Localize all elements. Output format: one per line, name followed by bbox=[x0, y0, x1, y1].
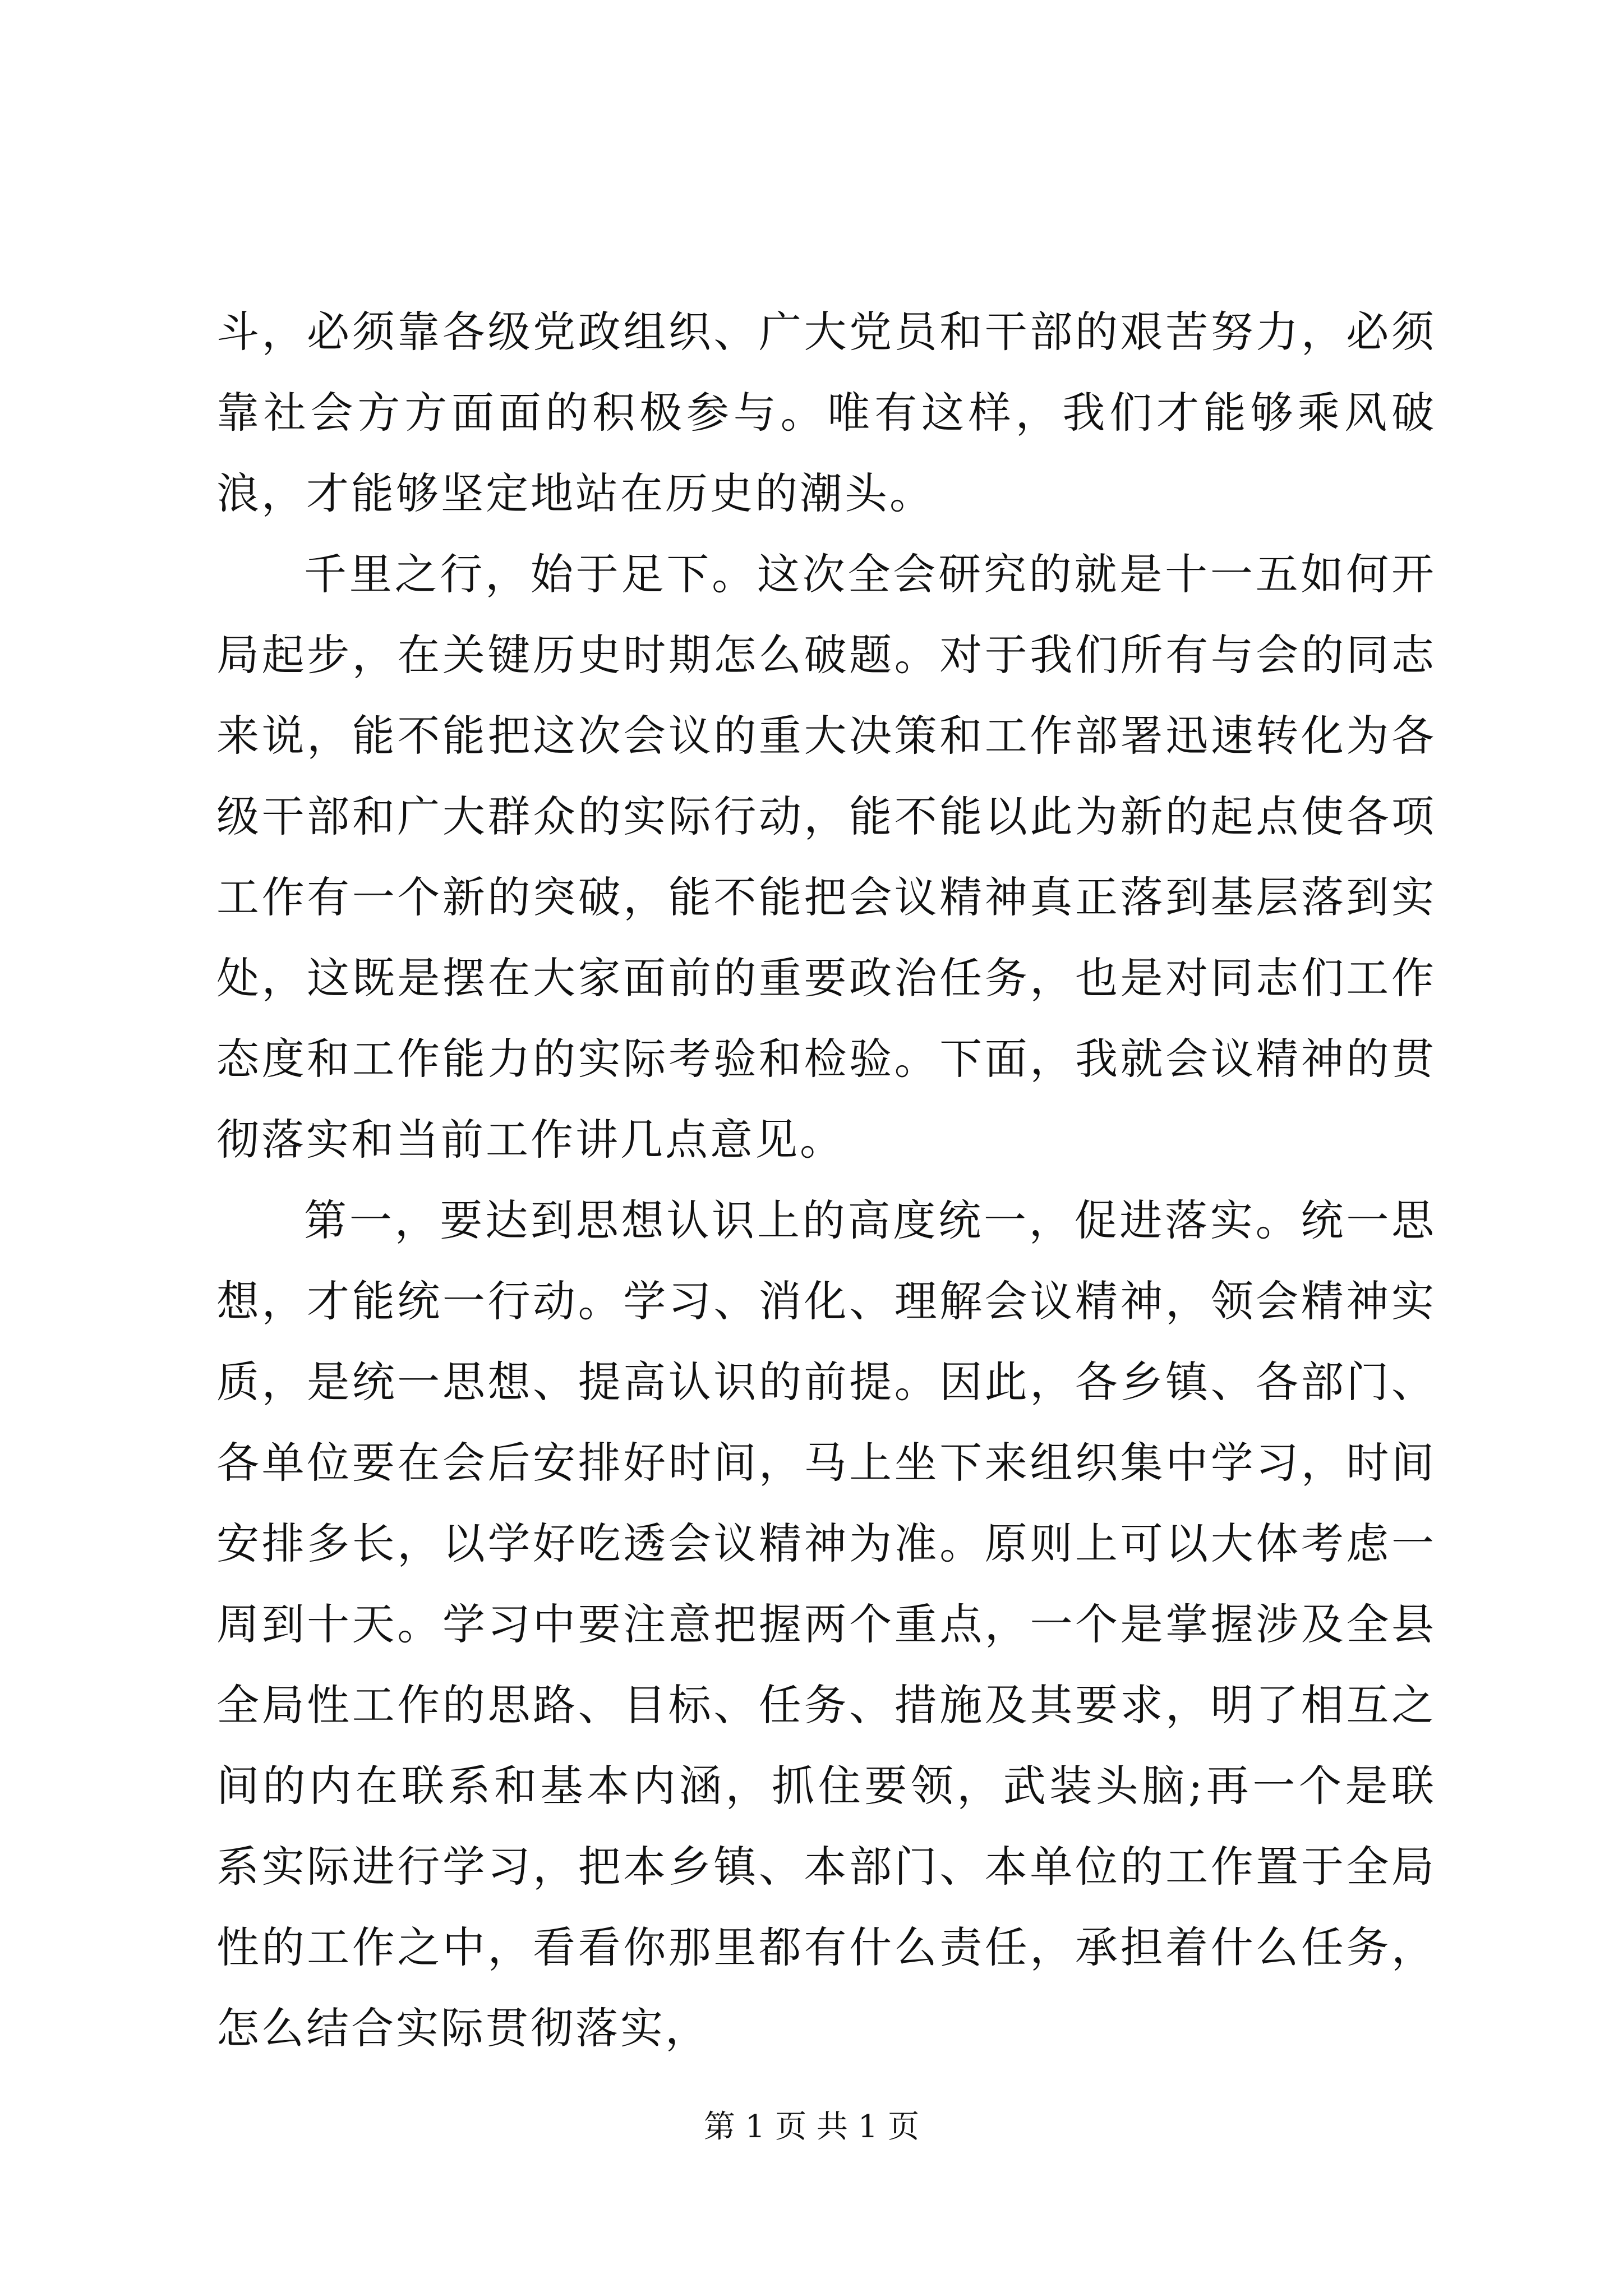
document-body bbox=[216, 292, 1436, 2069]
paragraph-1: 斗，必须靠各级党政组织、广大党员和干部的艰苦努力，必须靠社会方方面面的积极参与。唯有这样，我们才能够乘风破浪，才能够坚定地站在历史的潮头。 bbox=[216, 307, 1436, 518]
paragraph-2: 千里之行，始于足下。这次全会研究的就是十一五如何开局起步，在关键历史时期怎么破题。对于我们所有与会的同志来说，能不能把这次会议的重大决策和工作部署迅速转化为各级干部和广大群众的实际行动，能不能以此为新的起点使各项工作有一个新的突破，能不能把会议精神真正落到基层落到实处，这既是摆在大家面前的重要政治任务，也是对同志们工作态度和工作能力的实际考验和检验。下面，我就会议精神的贯彻落实和当前工作讲几点意见。 bbox=[216, 549, 1436, 1165]
page-footer: 第 1 页 共 1 页 bbox=[703, 2109, 920, 2145]
paragraph-3: 第一，要达到思想认识上的高度统一，促进落实。统一思想，才能统一行动。学习、消化、理解会议精神，领会精神实质，是统一思想、提高认识的前提。因此，各乡镇、各部门、各单位要在会后安排好时间，马上坐下来组织集中学习，时间安排多长，以学好吃透会议精神为准。原则上可以大体考虑一周到十天。学习中要注意把握两个重点，一个是掌握涉及全县全局性工作的思路、目标、任务、措施及其要求，明了相互之间的内在联系和基本内涵，抓住要领，武装头脑;再一个是联系实际进行学习，把本乡镇、本部门、本单位的工作置于全局性的工作之中，看看你那里都有什么责任，承担着什么任务，怎么结合实际贯彻落实， bbox=[216, 1195, 1436, 2053]
